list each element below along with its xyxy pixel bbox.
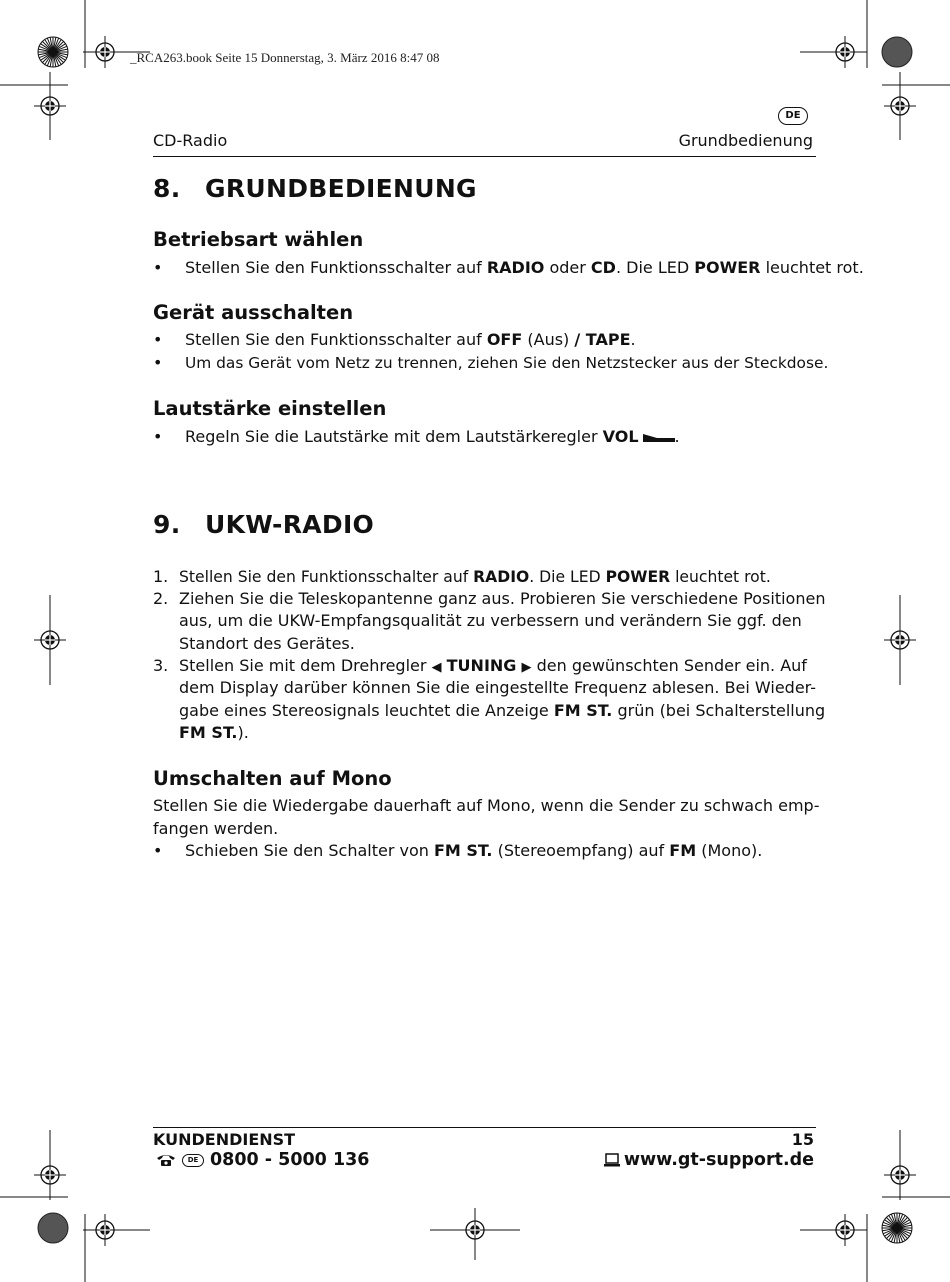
right-triangle-icon: ▶ [521, 660, 532, 675]
section-title: GRUNDBEDIENUNG [205, 174, 477, 203]
step-number: 2. [153, 589, 169, 608]
heading-lautstaerke: Lautstärke einstellen [153, 397, 387, 420]
heading-betriebsart: Betriebsart wählen [153, 228, 364, 251]
footer-website: www.gt-support.de [604, 1150, 814, 1170]
section-9-title [153, 510, 374, 539]
section-8-title [153, 174, 477, 203]
header-chapter: Grundbedienung [678, 131, 813, 150]
paragraph: fangen werden. [153, 819, 279, 838]
heading-mono: Umschalten auf Mono [153, 767, 392, 790]
left-triangle-icon: ◀ [431, 660, 442, 675]
page-number: 15 [791, 1130, 814, 1149]
step-number: 3. [153, 656, 169, 675]
volume-wedge-icon [643, 434, 675, 442]
step-number: 1. [153, 567, 169, 586]
language-badge: DE [778, 107, 808, 125]
section-number: 9. [153, 510, 181, 539]
list-item-continuation: Standort des Gerätes. [179, 634, 355, 653]
list-item-continuation: gabe eines Stereosignals leuchtet die Anzeige FM ST. grün (bei Schalterstellung [179, 701, 826, 720]
list-item-continuation: FM ST.). [179, 723, 249, 742]
footer-rule [153, 1127, 816, 1128]
telephone-icon [156, 1153, 176, 1167]
print-info-line: _RCA263.book Seite 15 Donnerstag, 3. März 2016 8:47 08 [130, 50, 440, 65]
country-badge: DE [182, 1154, 204, 1167]
list-item-continuation: aus, um die UKW-Empfangsqualität zu verbessern und verändern Sie ggf. den [179, 611, 802, 630]
header-product: CD-Radio [153, 131, 228, 150]
bullet: • [153, 258, 163, 277]
section-number: 8. [153, 174, 181, 203]
bullet: • [153, 841, 163, 860]
footer-phone: DE 0800 - 5000 136 [156, 1150, 369, 1170]
bullet: • [153, 427, 163, 446]
computer-icon [604, 1153, 620, 1167]
bullet: • [153, 353, 163, 372]
bullet: • [153, 330, 163, 349]
paragraph: Stellen Sie die Wiedergabe dauerhaft auf Mono, wenn die Sender zu schwach emp- [153, 796, 820, 815]
section-title: UKW-RADIO [205, 510, 375, 539]
heading-ausschalten: Gerät ausschalten [153, 301, 354, 324]
footer-label: KUNDENDIENST [153, 1130, 296, 1149]
header-rule [153, 156, 816, 157]
list-item-continuation: dem Display darüber können Sie die eingestellte Frequenz ablesen. Bei Wieder- [179, 678, 817, 697]
